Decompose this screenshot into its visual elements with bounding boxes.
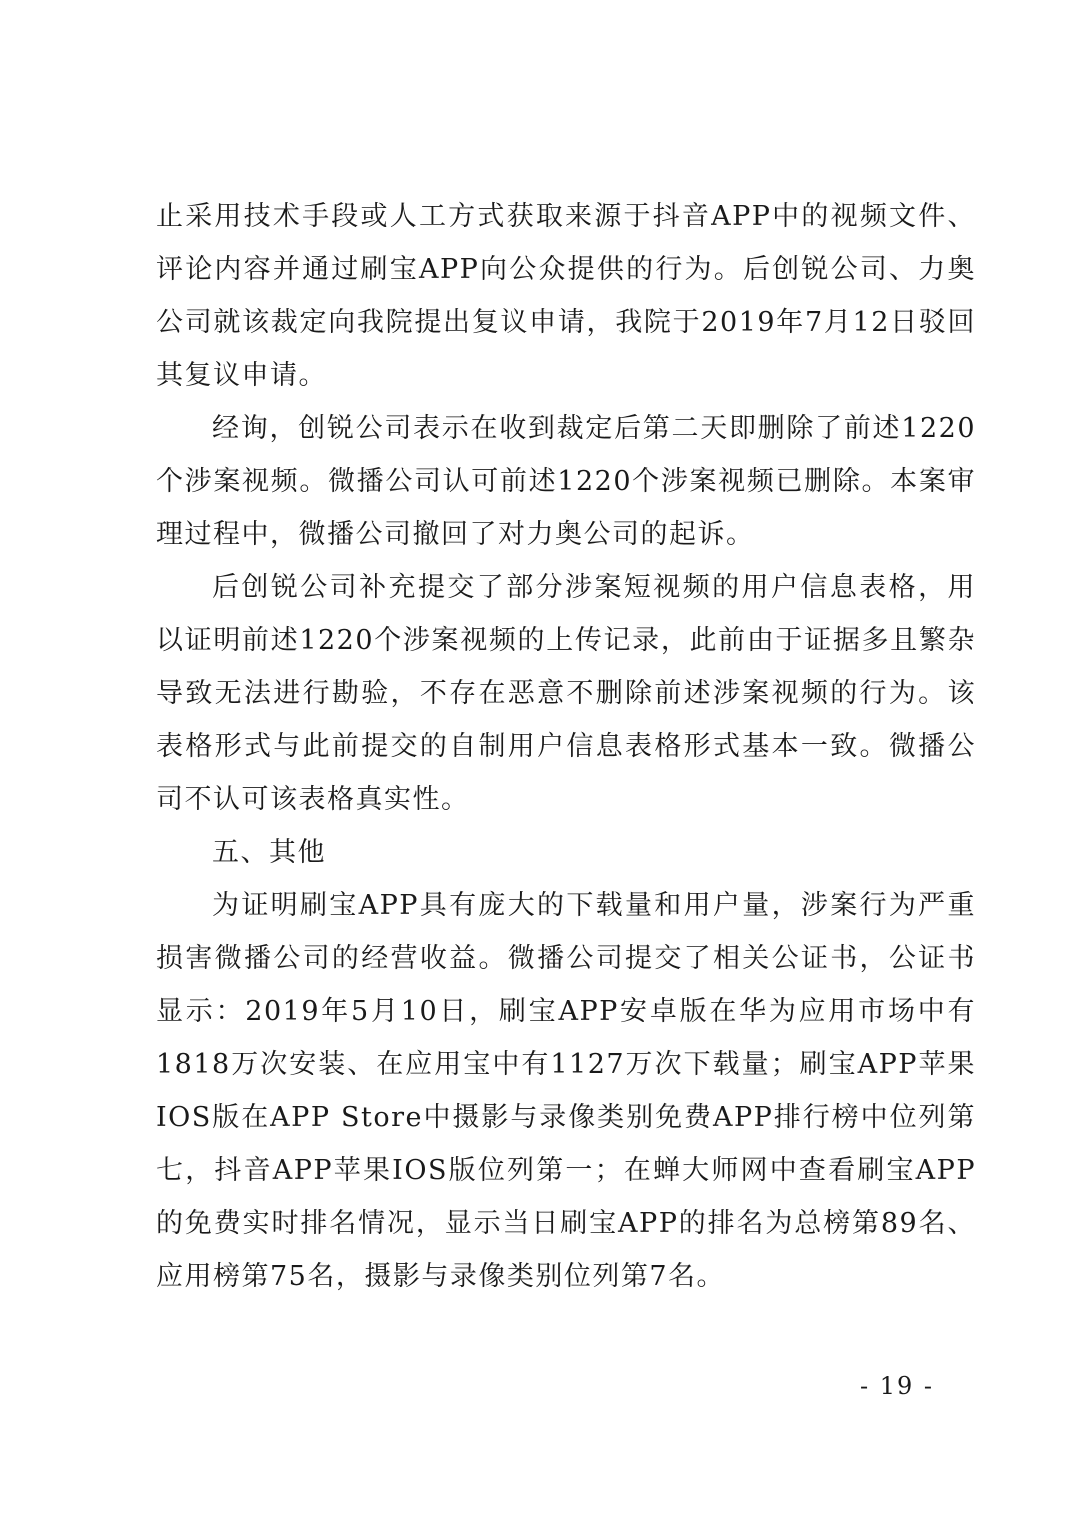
paragraph-supplementary-evidence: 后创锐公司补充提交了部分涉案短视频的用户信息表格，用以证明前述1220个涉案视频的上传记录，此前由于证据多且繁杂导致无法进行勘验，不存在恶意不删除前述涉案视频的行为。该表格形式与此前提交的自制用户信息表格形式基本一致。微播公司不认可该表格真实性。 bbox=[156, 572, 976, 815]
paragraph-download-volume: 为证明刷宝APP具有庞大的下载量和用户量，涉案行为严重损害微播公司的经营收益。微播公司提交了相关公证书，公证书显示：2019年5月10日，刷宝APP安卓版在华为应用市场中有1818万次安装、在应用宝中有1127万次下载量；刷宝APP苹果IOS版在APP Store中摄影与录像类别免费APP排行榜中位列第七，抖音APP苹果IOS版位列第一；在蝉大师网中查看刷宝APP的免费实时排名情况，显示当日刷宝APP的排名为总榜第89名、应用榜第75名，摄影与录像类别位列第7名。 bbox=[156, 890, 976, 1292]
paragraph-continued: 止采用技术手段或人工方式获取来源于抖音APP中的视频文件、评论内容并通过刷宝APP向公众提供的行为。后创锐公司、力奥公司就该裁定向我院提出复议申请，我院于2019年7月12日驳回其复议申请。 bbox=[156, 201, 976, 391]
paragraph-deletion-status: 经询，创锐公司表示在收到裁定后第二天即删除了前述1220个涉案视频。微播公司认可前述1220个涉案视频已删除。本案审理过程中，微播公司撤回了对力奥公司的起诉。 bbox=[156, 413, 976, 550]
page-number: - 19 - bbox=[860, 1372, 935, 1400]
document-body bbox=[156, 190, 976, 1303]
section-heading-other: 五、其他 bbox=[212, 837, 326, 868]
